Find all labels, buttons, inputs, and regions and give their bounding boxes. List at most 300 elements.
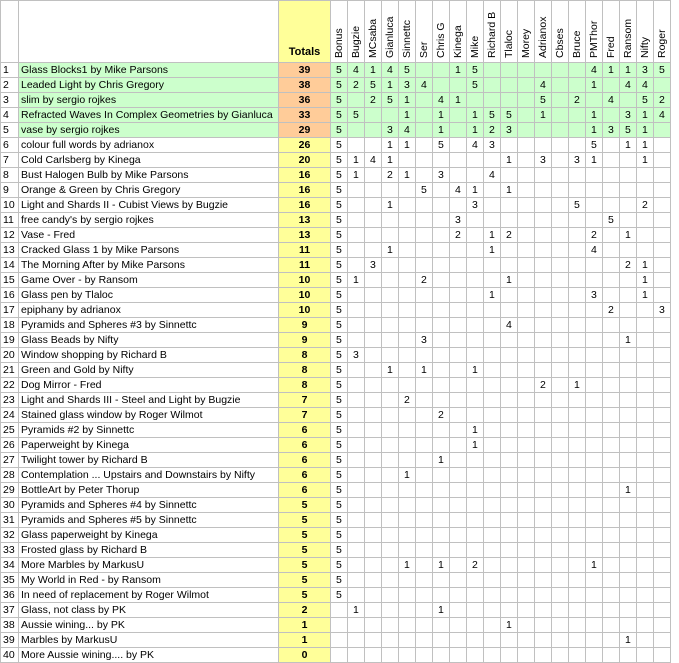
score-cell[interactable] bbox=[433, 273, 450, 288]
score-cell[interactable] bbox=[518, 633, 535, 648]
score-cell[interactable] bbox=[569, 513, 586, 528]
score-cell[interactable] bbox=[535, 288, 552, 303]
score-cell[interactable] bbox=[586, 363, 603, 378]
score-cell[interactable] bbox=[450, 633, 467, 648]
score-cell[interactable]: 5 bbox=[331, 453, 348, 468]
score-cell[interactable] bbox=[450, 618, 467, 633]
score-cell[interactable] bbox=[382, 648, 399, 663]
score-cell[interactable]: 2 bbox=[586, 228, 603, 243]
score-cell[interactable] bbox=[620, 423, 637, 438]
score-cell[interactable] bbox=[501, 633, 518, 648]
score-cell[interactable] bbox=[467, 498, 484, 513]
score-cell[interactable]: 5 bbox=[365, 78, 382, 93]
score-cell[interactable] bbox=[654, 213, 671, 228]
score-cell[interactable] bbox=[484, 543, 501, 558]
entry-name[interactable]: Paperweight by Kinega bbox=[19, 438, 279, 453]
entry-total[interactable]: 6 bbox=[279, 483, 331, 498]
score-cell[interactable] bbox=[552, 513, 569, 528]
score-cell[interactable] bbox=[552, 108, 569, 123]
entry-name[interactable]: Game Over - by Ransom bbox=[19, 273, 279, 288]
score-cell[interactable]: 2 bbox=[535, 378, 552, 393]
score-cell[interactable] bbox=[348, 393, 365, 408]
score-cell[interactable] bbox=[399, 498, 416, 513]
score-cell[interactable] bbox=[535, 333, 552, 348]
score-cell[interactable] bbox=[654, 123, 671, 138]
score-cell[interactable] bbox=[535, 558, 552, 573]
score-cell[interactable] bbox=[603, 138, 620, 153]
score-cell[interactable] bbox=[433, 318, 450, 333]
score-cell[interactable] bbox=[501, 498, 518, 513]
score-cell[interactable] bbox=[450, 573, 467, 588]
score-cell[interactable]: 5 bbox=[569, 198, 586, 213]
score-cell[interactable] bbox=[382, 273, 399, 288]
score-cell[interactable] bbox=[433, 513, 450, 528]
entry-name[interactable]: Glass Blocks1 by Mike Parsons bbox=[19, 63, 279, 78]
score-cell[interactable] bbox=[382, 468, 399, 483]
score-cell[interactable] bbox=[552, 573, 569, 588]
score-cell[interactable] bbox=[569, 408, 586, 423]
score-cell[interactable]: 5 bbox=[331, 378, 348, 393]
entry-total[interactable]: 16 bbox=[279, 183, 331, 198]
score-cell[interactable] bbox=[603, 153, 620, 168]
score-cell[interactable] bbox=[620, 558, 637, 573]
score-cell[interactable] bbox=[552, 63, 569, 78]
score-cell[interactable] bbox=[331, 648, 348, 663]
score-cell[interactable] bbox=[450, 408, 467, 423]
score-cell[interactable] bbox=[552, 153, 569, 168]
score-cell[interactable] bbox=[467, 378, 484, 393]
score-cell[interactable]: 1 bbox=[620, 228, 637, 243]
score-cell[interactable] bbox=[484, 258, 501, 273]
score-cell[interactable]: 5 bbox=[348, 108, 365, 123]
score-cell[interactable] bbox=[569, 138, 586, 153]
score-cell[interactable] bbox=[552, 558, 569, 573]
score-cell[interactable] bbox=[467, 588, 484, 603]
score-cell[interactable] bbox=[654, 348, 671, 363]
score-cell[interactable] bbox=[518, 213, 535, 228]
entry-total[interactable]: 10 bbox=[279, 273, 331, 288]
score-cell[interactable] bbox=[501, 603, 518, 618]
score-cell[interactable] bbox=[603, 198, 620, 213]
score-cell[interactable] bbox=[416, 528, 433, 543]
score-cell[interactable] bbox=[467, 153, 484, 168]
score-cell[interactable] bbox=[433, 258, 450, 273]
entry-total[interactable]: 5 bbox=[279, 543, 331, 558]
score-cell[interactable] bbox=[569, 648, 586, 663]
score-cell[interactable] bbox=[433, 573, 450, 588]
score-cell[interactable]: 1 bbox=[620, 138, 637, 153]
score-cell[interactable] bbox=[416, 93, 433, 108]
score-cell[interactable]: 4 bbox=[484, 168, 501, 183]
score-cell[interactable]: 1 bbox=[399, 168, 416, 183]
score-cell[interactable] bbox=[620, 348, 637, 363]
score-cell[interactable]: 1 bbox=[586, 78, 603, 93]
score-cell[interactable] bbox=[654, 483, 671, 498]
score-cell[interactable] bbox=[637, 528, 654, 543]
score-cell[interactable] bbox=[569, 633, 586, 648]
score-cell[interactable] bbox=[569, 168, 586, 183]
score-cell[interactable] bbox=[399, 528, 416, 543]
score-cell[interactable] bbox=[654, 498, 671, 513]
score-cell[interactable] bbox=[382, 258, 399, 273]
entry-total[interactable]: 29 bbox=[279, 123, 331, 138]
score-cell[interactable] bbox=[433, 543, 450, 558]
score-cell[interactable] bbox=[365, 618, 382, 633]
score-cell[interactable] bbox=[501, 303, 518, 318]
score-cell[interactable]: 4 bbox=[603, 93, 620, 108]
score-cell[interactable] bbox=[586, 483, 603, 498]
score-cell[interactable]: 5 bbox=[331, 78, 348, 93]
score-cell[interactable] bbox=[348, 648, 365, 663]
score-cell[interactable] bbox=[467, 228, 484, 243]
score-cell[interactable] bbox=[382, 288, 399, 303]
score-cell[interactable] bbox=[416, 228, 433, 243]
score-cell[interactable] bbox=[535, 228, 552, 243]
score-cell[interactable] bbox=[365, 228, 382, 243]
score-cell[interactable] bbox=[552, 258, 569, 273]
score-cell[interactable] bbox=[416, 513, 433, 528]
score-cell[interactable] bbox=[620, 363, 637, 378]
score-cell[interactable] bbox=[569, 78, 586, 93]
score-cell[interactable] bbox=[382, 513, 399, 528]
entry-name[interactable]: slim by sergio rojkes bbox=[19, 93, 279, 108]
entry-name[interactable]: Marbles by MarkusU bbox=[19, 633, 279, 648]
score-cell[interactable] bbox=[433, 378, 450, 393]
score-cell[interactable] bbox=[501, 468, 518, 483]
score-cell[interactable] bbox=[552, 348, 569, 363]
score-cell[interactable] bbox=[518, 453, 535, 468]
score-cell[interactable] bbox=[535, 618, 552, 633]
score-cell[interactable] bbox=[654, 78, 671, 93]
score-cell[interactable] bbox=[348, 228, 365, 243]
entry-name[interactable]: Glass Beads by Nifty bbox=[19, 333, 279, 348]
score-cell[interactable]: 2 bbox=[603, 303, 620, 318]
score-cell[interactable] bbox=[433, 303, 450, 318]
score-cell[interactable] bbox=[569, 483, 586, 498]
score-cell[interactable] bbox=[416, 648, 433, 663]
score-cell[interactable] bbox=[603, 333, 620, 348]
score-cell[interactable] bbox=[399, 618, 416, 633]
score-cell[interactable] bbox=[586, 603, 603, 618]
score-cell[interactable] bbox=[348, 483, 365, 498]
score-cell[interactable] bbox=[365, 573, 382, 588]
score-cell[interactable] bbox=[586, 393, 603, 408]
score-cell[interactable] bbox=[552, 303, 569, 318]
score-cell[interactable]: 3 bbox=[569, 153, 586, 168]
score-cell[interactable]: 5 bbox=[331, 258, 348, 273]
score-cell[interactable]: 4 bbox=[620, 78, 637, 93]
score-cell[interactable] bbox=[654, 258, 671, 273]
score-cell[interactable]: 5 bbox=[331, 333, 348, 348]
score-cell[interactable] bbox=[416, 198, 433, 213]
score-cell[interactable]: 5 bbox=[416, 183, 433, 198]
score-cell[interactable] bbox=[348, 258, 365, 273]
score-cell[interactable] bbox=[552, 423, 569, 438]
score-cell[interactable]: 1 bbox=[620, 333, 637, 348]
score-cell[interactable] bbox=[484, 333, 501, 348]
score-cell[interactable] bbox=[586, 168, 603, 183]
score-cell[interactable] bbox=[348, 408, 365, 423]
score-cell[interactable] bbox=[450, 513, 467, 528]
score-cell[interactable] bbox=[484, 588, 501, 603]
score-cell[interactable]: 5 bbox=[331, 588, 348, 603]
score-cell[interactable] bbox=[399, 483, 416, 498]
score-cell[interactable] bbox=[382, 528, 399, 543]
score-cell[interactable] bbox=[416, 138, 433, 153]
score-cell[interactable] bbox=[450, 558, 467, 573]
score-cell[interactable] bbox=[620, 588, 637, 603]
score-cell[interactable] bbox=[450, 468, 467, 483]
score-cell[interactable] bbox=[467, 93, 484, 108]
score-cell[interactable]: 2 bbox=[569, 93, 586, 108]
score-cell[interactable] bbox=[603, 363, 620, 378]
score-cell[interactable] bbox=[535, 273, 552, 288]
score-cell[interactable] bbox=[552, 363, 569, 378]
score-cell[interactable] bbox=[382, 408, 399, 423]
score-cell[interactable] bbox=[654, 378, 671, 393]
score-cell[interactable] bbox=[501, 378, 518, 393]
score-cell[interactable] bbox=[348, 528, 365, 543]
score-cell[interactable]: 5 bbox=[331, 438, 348, 453]
score-cell[interactable] bbox=[518, 108, 535, 123]
entry-total[interactable]: 36 bbox=[279, 93, 331, 108]
score-cell[interactable]: 4 bbox=[399, 123, 416, 138]
score-cell[interactable] bbox=[620, 168, 637, 183]
score-cell[interactable] bbox=[348, 333, 365, 348]
score-cell[interactable] bbox=[467, 453, 484, 468]
score-cell[interactable] bbox=[552, 78, 569, 93]
entry-total[interactable]: 39 bbox=[279, 63, 331, 78]
score-cell[interactable] bbox=[450, 78, 467, 93]
score-cell[interactable]: 1 bbox=[348, 153, 365, 168]
score-cell[interactable] bbox=[382, 333, 399, 348]
score-cell[interactable] bbox=[416, 483, 433, 498]
score-cell[interactable] bbox=[637, 513, 654, 528]
score-cell[interactable] bbox=[637, 378, 654, 393]
score-cell[interactable] bbox=[535, 468, 552, 483]
score-cell[interactable] bbox=[365, 483, 382, 498]
score-cell[interactable]: 3 bbox=[501, 123, 518, 138]
score-cell[interactable] bbox=[399, 273, 416, 288]
score-cell[interactable] bbox=[654, 453, 671, 468]
score-cell[interactable] bbox=[603, 528, 620, 543]
score-cell[interactable] bbox=[620, 198, 637, 213]
score-cell[interactable]: 3 bbox=[586, 288, 603, 303]
score-cell[interactable] bbox=[484, 348, 501, 363]
entry-name[interactable]: Pyramids and Spheres #4 by Sinnettc bbox=[19, 498, 279, 513]
score-cell[interactable]: 1 bbox=[501, 183, 518, 198]
score-cell[interactable] bbox=[603, 453, 620, 468]
score-cell[interactable] bbox=[348, 453, 365, 468]
score-cell[interactable] bbox=[416, 588, 433, 603]
score-cell[interactable]: 1 bbox=[399, 93, 416, 108]
score-cell[interactable]: 5 bbox=[603, 213, 620, 228]
score-cell[interactable] bbox=[586, 543, 603, 558]
score-cell[interactable] bbox=[518, 123, 535, 138]
score-cell[interactable] bbox=[552, 123, 569, 138]
score-cell[interactable] bbox=[552, 528, 569, 543]
score-cell[interactable] bbox=[603, 378, 620, 393]
score-cell[interactable] bbox=[433, 483, 450, 498]
score-cell[interactable]: 1 bbox=[467, 423, 484, 438]
score-cell[interactable] bbox=[637, 318, 654, 333]
score-cell[interactable] bbox=[586, 198, 603, 213]
score-cell[interactable] bbox=[586, 498, 603, 513]
entry-name[interactable]: free candy's by sergio rojkes bbox=[19, 213, 279, 228]
score-cell[interactable] bbox=[484, 198, 501, 213]
score-cell[interactable] bbox=[620, 93, 637, 108]
score-cell[interactable] bbox=[365, 273, 382, 288]
score-cell[interactable] bbox=[518, 423, 535, 438]
score-cell[interactable] bbox=[365, 318, 382, 333]
score-cell[interactable] bbox=[501, 558, 518, 573]
score-cell[interactable] bbox=[569, 318, 586, 333]
score-cell[interactable]: 1 bbox=[433, 603, 450, 618]
score-cell[interactable] bbox=[518, 558, 535, 573]
score-cell[interactable]: 5 bbox=[331, 183, 348, 198]
score-cell[interactable] bbox=[416, 303, 433, 318]
score-cell[interactable] bbox=[518, 258, 535, 273]
score-cell[interactable] bbox=[535, 393, 552, 408]
score-cell[interactable]: 2 bbox=[450, 228, 467, 243]
score-cell[interactable] bbox=[501, 213, 518, 228]
score-cell[interactable] bbox=[467, 318, 484, 333]
score-cell[interactable] bbox=[348, 183, 365, 198]
score-cell[interactable] bbox=[467, 243, 484, 258]
score-cell[interactable] bbox=[433, 333, 450, 348]
score-cell[interactable] bbox=[365, 363, 382, 378]
score-cell[interactable] bbox=[518, 273, 535, 288]
score-cell[interactable] bbox=[620, 528, 637, 543]
score-cell[interactable] bbox=[484, 558, 501, 573]
score-cell[interactable] bbox=[467, 603, 484, 618]
score-cell[interactable] bbox=[518, 318, 535, 333]
score-cell[interactable] bbox=[586, 333, 603, 348]
score-cell[interactable] bbox=[501, 573, 518, 588]
score-cell[interactable] bbox=[484, 363, 501, 378]
score-cell[interactable]: 1 bbox=[620, 63, 637, 78]
score-cell[interactable] bbox=[365, 543, 382, 558]
score-cell[interactable] bbox=[399, 348, 416, 363]
score-cell[interactable] bbox=[654, 633, 671, 648]
score-cell[interactable] bbox=[586, 468, 603, 483]
score-cell[interactable] bbox=[450, 393, 467, 408]
score-cell[interactable] bbox=[637, 303, 654, 318]
score-cell[interactable] bbox=[365, 453, 382, 468]
score-cell[interactable] bbox=[535, 258, 552, 273]
score-cell[interactable]: 3 bbox=[603, 123, 620, 138]
score-cell[interactable] bbox=[450, 123, 467, 138]
entry-name[interactable]: Cracked Glass 1 by Mike Parsons bbox=[19, 243, 279, 258]
score-cell[interactable]: 5 bbox=[501, 108, 518, 123]
score-cell[interactable]: 5 bbox=[535, 93, 552, 108]
score-cell[interactable] bbox=[382, 618, 399, 633]
score-cell[interactable] bbox=[552, 318, 569, 333]
score-cell[interactable] bbox=[569, 348, 586, 363]
entry-total[interactable]: 11 bbox=[279, 258, 331, 273]
score-cell[interactable]: 5 bbox=[433, 138, 450, 153]
score-cell[interactable] bbox=[552, 498, 569, 513]
score-cell[interactable] bbox=[603, 108, 620, 123]
score-cell[interactable] bbox=[484, 153, 501, 168]
entry-name[interactable]: More Aussie wining.... by PK bbox=[19, 648, 279, 663]
score-cell[interactable] bbox=[637, 558, 654, 573]
score-cell[interactable] bbox=[654, 243, 671, 258]
score-cell[interactable] bbox=[569, 558, 586, 573]
score-cell[interactable] bbox=[450, 438, 467, 453]
score-cell[interactable] bbox=[518, 303, 535, 318]
score-cell[interactable]: 1 bbox=[637, 288, 654, 303]
score-cell[interactable] bbox=[518, 228, 535, 243]
score-cell[interactable]: 5 bbox=[331, 168, 348, 183]
entry-total[interactable]: 5 bbox=[279, 558, 331, 573]
score-cell[interactable] bbox=[365, 213, 382, 228]
score-cell[interactable] bbox=[603, 273, 620, 288]
score-cell[interactable] bbox=[518, 63, 535, 78]
score-cell[interactable] bbox=[416, 108, 433, 123]
score-cell[interactable] bbox=[450, 423, 467, 438]
entry-name[interactable]: The Morning After by Mike Parsons bbox=[19, 258, 279, 273]
score-cell[interactable] bbox=[637, 183, 654, 198]
score-cell[interactable] bbox=[399, 423, 416, 438]
score-cell[interactable]: 3 bbox=[484, 138, 501, 153]
score-cell[interactable] bbox=[450, 198, 467, 213]
score-cell[interactable] bbox=[484, 78, 501, 93]
score-cell[interactable] bbox=[382, 633, 399, 648]
score-cell[interactable]: 2 bbox=[416, 273, 433, 288]
score-cell[interactable] bbox=[535, 588, 552, 603]
score-cell[interactable] bbox=[399, 228, 416, 243]
score-cell[interactable] bbox=[535, 363, 552, 378]
score-cell[interactable] bbox=[637, 243, 654, 258]
score-cell[interactable]: 5 bbox=[331, 558, 348, 573]
score-cell[interactable] bbox=[365, 123, 382, 138]
score-cell[interactable] bbox=[433, 498, 450, 513]
score-cell[interactable] bbox=[586, 378, 603, 393]
score-cell[interactable]: 3 bbox=[467, 198, 484, 213]
score-cell[interactable] bbox=[348, 93, 365, 108]
entry-total[interactable]: 20 bbox=[279, 153, 331, 168]
score-cell[interactable] bbox=[518, 438, 535, 453]
score-cell[interactable] bbox=[637, 348, 654, 363]
score-cell[interactable] bbox=[450, 543, 467, 558]
entry-total[interactable]: 16 bbox=[279, 198, 331, 213]
score-cell[interactable] bbox=[416, 408, 433, 423]
entry-total[interactable]: 5 bbox=[279, 573, 331, 588]
score-cell[interactable] bbox=[433, 348, 450, 363]
score-cell[interactable] bbox=[569, 258, 586, 273]
entry-total[interactable]: 1 bbox=[279, 618, 331, 633]
score-cell[interactable] bbox=[620, 618, 637, 633]
score-cell[interactable] bbox=[484, 378, 501, 393]
score-cell[interactable]: 1 bbox=[450, 63, 467, 78]
score-cell[interactable] bbox=[348, 543, 365, 558]
score-cell[interactable] bbox=[416, 498, 433, 513]
score-cell[interactable] bbox=[518, 153, 535, 168]
score-cell[interactable] bbox=[569, 588, 586, 603]
score-cell[interactable] bbox=[654, 363, 671, 378]
score-cell[interactable] bbox=[620, 183, 637, 198]
score-cell[interactable] bbox=[467, 648, 484, 663]
score-cell[interactable] bbox=[518, 243, 535, 258]
score-cell[interactable] bbox=[654, 138, 671, 153]
score-cell[interactable]: 4 bbox=[586, 63, 603, 78]
score-cell[interactable] bbox=[603, 648, 620, 663]
score-cell[interactable] bbox=[399, 258, 416, 273]
entry-total[interactable]: 5 bbox=[279, 588, 331, 603]
entry-name[interactable]: More Marbles by MarkusU bbox=[19, 558, 279, 573]
score-cell[interactable] bbox=[450, 363, 467, 378]
